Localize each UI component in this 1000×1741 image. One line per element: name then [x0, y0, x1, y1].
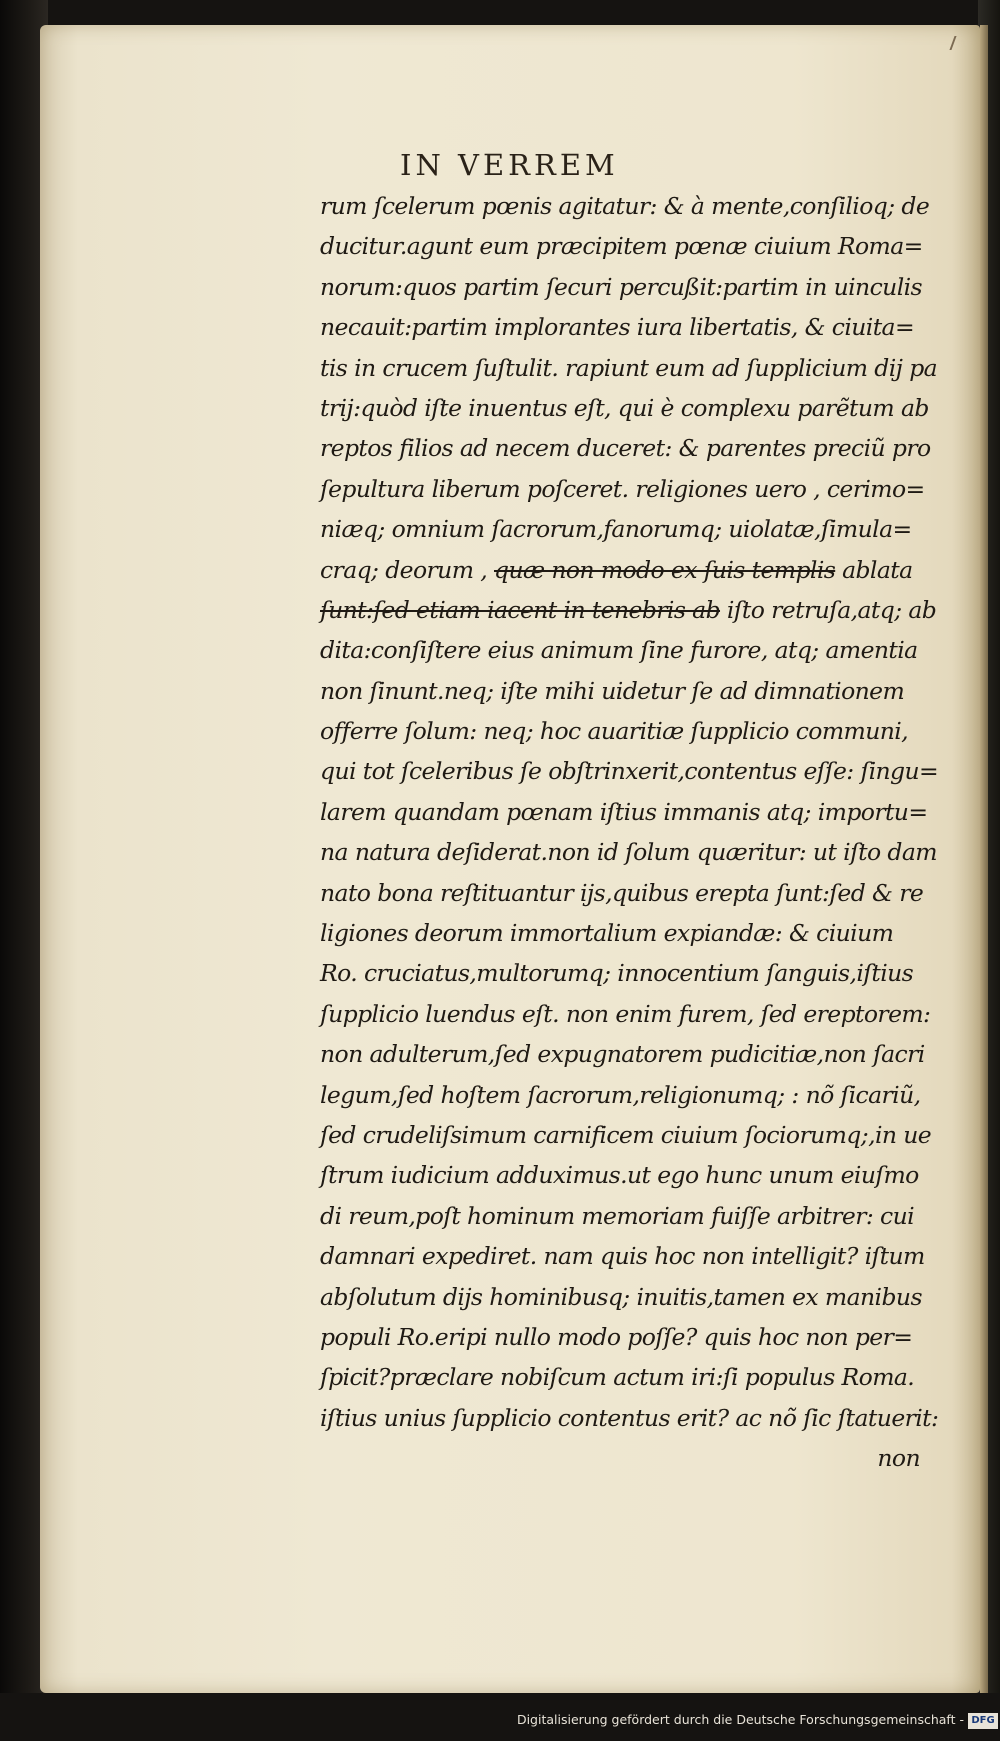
text-line: di reum,poſt hominum memoriam fuiſſe arbitrer: cui	[320, 1201, 915, 1230]
page-heading: IN VERREM	[400, 148, 619, 182]
text-line: ſupplicio luendus eſt. non enim furem, ſed ereptorem:	[320, 999, 931, 1028]
text-line-with-strikeout	[320, 590, 960, 630]
text-line: dita:conſiſtere eius animum ſine furore, atq; amentia	[320, 636, 918, 665]
text-line: na natura deſiderat.non id ſolum quæritur: ut iſto dam	[320, 838, 937, 867]
line-prefix: craq; deorum ,	[320, 555, 494, 584]
text-line: tis in crucem ſuſtulit. rapiunt eum ad ſupplicium dij pa	[320, 353, 938, 382]
page-edge	[980, 25, 988, 1693]
text-line: Ro. cruciatus,multorumq; innocentium ſanguis,iſtius	[320, 959, 914, 988]
dfg-logo: DFG	[968, 1713, 998, 1729]
text-line: legum,ſed hoſtem ſacrorum,religionumq; : nõ ſicariũ,	[320, 1080, 921, 1109]
text-line: trij:quòd iſte inuentus eſt, qui è complexu parẽtum ab	[320, 393, 929, 422]
text-line: niæq; omnium ſacrorum,fanorumq; uiolatæ,ſimula=	[320, 515, 912, 544]
text-line: necauit:partim implorantes iura libertatis, & ciuita=	[320, 313, 915, 342]
struck-text: quæ non modo ex ſuis templis	[494, 555, 836, 584]
body-text	[320, 186, 960, 1479]
text-line: nato bona reſtituantur ijs,quibus erepta ſunt:ſed & re	[320, 878, 924, 907]
text-line: non adulterum,ſed expugnatorem pudicitiæ,non ſacri	[320, 1040, 925, 1069]
line-suffix: ablata	[835, 555, 913, 584]
text-line: ſepultura liberum poſceret. religiones uero , cerimo=	[320, 474, 925, 503]
text-line: ligiones deorum immortalium expiandæ: & ciuium	[320, 919, 894, 948]
catchword: non	[877, 1444, 920, 1473]
text-line: ducitur.agunt eum præcipitem pœnæ ciuium Roma=	[320, 232, 923, 261]
struck-text: ſunt:ſed etiam iacent in tenebris ab	[320, 595, 721, 624]
digitization-credit: Digitalisierung gefördert durch die Deutsche Forschungsgemeinschaft -	[516, 1712, 964, 1727]
text-line: offerre ſolum: neq; hoc auaritiæ ſupplicio communi,	[320, 717, 909, 746]
text-line: iſtius unius ſupplicio contentus erit? ac nõ ſic ſtatuerit:	[320, 1403, 939, 1432]
text-line: abſolutum dijs hominibusq; inuitis,tamen ex manibus	[320, 1282, 922, 1311]
text-line: damnari expediret. nam quis hoc non intelligit? iſtum	[320, 1242, 925, 1271]
text-line: reptos filios ad necem duceret: & parentes preciũ pro	[320, 434, 931, 463]
text-line: larem quandam pœnam iſtius immanis atq; importu=	[320, 797, 928, 826]
text-line: ſed crudeliſsimum carnificem ciuium ſociorumq;,in ue	[320, 1120, 932, 1149]
footer-bar	[0, 1693, 1000, 1741]
text-line: norum:quos partim ſecuri percußit:partim in uinculis	[320, 272, 922, 301]
text-line: qui tot ſceleribus ſe obſtrinxerit,contentus eſſe: ſingu=	[320, 757, 939, 786]
text-line: ſtrum iudicium adduximus.ut ego hunc unum eiuſmo	[320, 1161, 919, 1190]
text-line: rum ſcelerum pœnis agitatur: & à mente,conſilioq; de	[320, 192, 930, 220]
text-line: populi Ro.eripi nullo modo poſſe? quis hoc non per=	[320, 1322, 913, 1351]
text-line: non ſinunt.neq; iſte mihi uidetur ſe ad dimnationem	[320, 676, 905, 705]
line-suffix: iſto retruſa,atq; ab	[720, 595, 937, 624]
text-line: ſpicit?præclare nobiſcum actum iri:ſi populus Roma.	[320, 1363, 915, 1392]
text-line-with-strikeout	[320, 550, 960, 590]
